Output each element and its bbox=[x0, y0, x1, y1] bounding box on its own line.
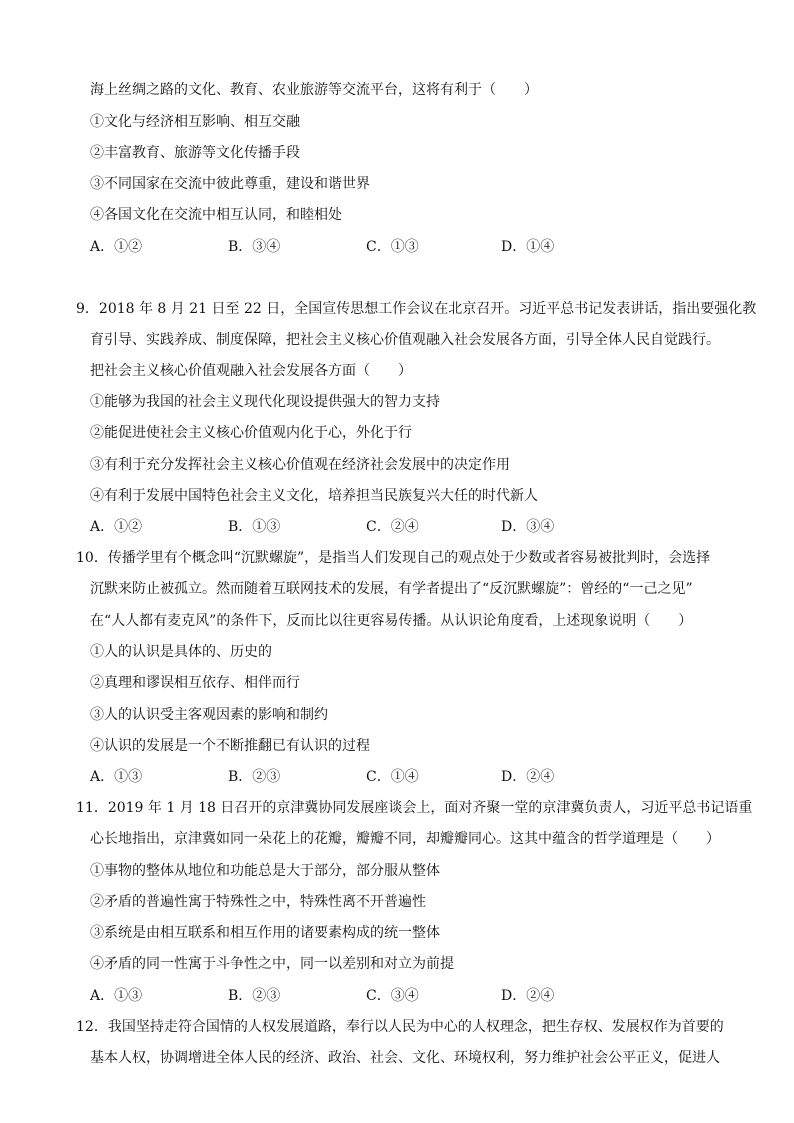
q8-choice: ④各国文化在交流中相互认同，和睦相处 bbox=[90, 207, 342, 223]
q9-option-c: C．②④ bbox=[366, 519, 419, 535]
q9-stem-line: 把社会主义核心价值观融入社会发展各方面（ ） bbox=[90, 363, 412, 379]
q8-option-d: D．①④ bbox=[501, 239, 555, 255]
q10-option-a: A．①③ bbox=[90, 769, 143, 785]
q9-choice: ②能促进使社会主义核心价值观内化于心，外化于行 bbox=[90, 425, 412, 441]
q9-stem-line: 育引导、实践养成、制度保障，把社会主义核心价值观融入社会发展各方面，引导全体人民自觉践行。 bbox=[90, 332, 720, 348]
q9-option-a: A．①② bbox=[90, 519, 143, 535]
q9-choice: ③有利于充分发挥社会主义核心价值观在经济社会发展中的决定作用 bbox=[90, 457, 510, 473]
q10-option-d: D．②④ bbox=[501, 769, 555, 785]
q12-stem-line: 12．我国坚持走符合国情的人权发展道路，奉行以人民为中心的人权理念，把生存权、发展权作为首要的 bbox=[76, 1019, 724, 1035]
q9-option-d: D．③④ bbox=[501, 519, 555, 535]
q11-option-d: D．②④ bbox=[501, 988, 555, 1004]
q11-choice: ④矛盾的同一性寓于斗争性之中，同一以差别和对立为前提 bbox=[90, 956, 454, 972]
q9-choice: ④有利于发展中国特色社会主义文化，培养担当民族复兴大任的时代新人 bbox=[90, 488, 538, 504]
q11-stem-line: 心长地指出，京津冀如同一朵花上的花瓣，瓣瓣不同，却瓣瓣同心。这其中蕴含的哲学道理是（ ） bbox=[90, 831, 720, 847]
q8-stem-line: 海上丝绸之路的文化、教育、农业旅游等交流平台，这将有利于（ ） bbox=[90, 82, 538, 98]
q10-stem-line: 在“人人都有麦克风”的条件下，反而比以往更容易传播。从认识论角度看，上述现象说明（ ） bbox=[90, 613, 693, 629]
q12-stem-line: 基本人权，协调增进全体人民的经济、政治、社会、文化、环境权利，努力维护社会公平正义，促进人 bbox=[90, 1050, 720, 1066]
q8-option-c: C．①③ bbox=[366, 239, 419, 255]
q8-option-b: B．③④ bbox=[228, 239, 281, 255]
q11-choice: ③系统是由相互联系和相互作用的诸要素构成的统一整体 bbox=[90, 925, 440, 941]
q8-choice: ①文化与经济相互影响、相互交融 bbox=[90, 114, 300, 130]
q10-stem-line: 沉默来防止被孤立。然而随着互联网技术的发展，有学者提出了“反沉默螺旋”：曾经的“一己之见” bbox=[90, 581, 693, 597]
q10-choice: ①人的认识是具体的、历史的 bbox=[90, 644, 272, 660]
q11-option-a: A．①③ bbox=[90, 988, 143, 1004]
q10-choice: ③人的认识受主客观因素的影响和制约 bbox=[90, 707, 328, 723]
q10-choice: ④认识的发展是一个不断推翻已有认识的过程 bbox=[90, 738, 370, 754]
q11-stem-line: 11．2019 年 1 月 18 日召开的京津冀协同发展座谈会上，面对齐聚一堂的京津冀负责人，习近平总书记语重 bbox=[76, 800, 753, 816]
q10-choice: ②真理和谬误相互依存、相伴而行 bbox=[90, 675, 300, 691]
q11-option-c: C．③④ bbox=[366, 988, 419, 1004]
q10-option-c: C．①④ bbox=[366, 769, 419, 785]
q8-choice: ③不同国家在交流中彼此尊重，建设和谐世界 bbox=[90, 176, 370, 192]
q11-choice: ②矛盾的普遍性寓于特殊性之中，特殊性离不开普遍性 bbox=[90, 894, 426, 910]
q11-option-b: B．②③ bbox=[228, 988, 281, 1004]
q9-option-b: B．①③ bbox=[228, 519, 281, 535]
q8-choice: ②丰富教育、旅游等文化传播手段 bbox=[90, 145, 300, 161]
q8-option-a: A．①② bbox=[90, 239, 143, 255]
q10-stem-line: 10．传播学里有个概念叫“沉默螺旋”，是指当人们发现自己的观点处于少数或者容易被批判时，会选择 bbox=[76, 550, 711, 566]
q9-choice: ①能够为我国的社会主义现代化现设提供强大的智力支持 bbox=[90, 394, 440, 410]
q9-stem-line: 9．2018 年 8 月 21 日至 22 日，全国宣传思想工作会议在北京召开。习近平总书记发表讲话，指出要强化教 bbox=[76, 301, 757, 317]
q11-choice: ①事物的整体从地位和功能总是大于部分，部分服从整体 bbox=[90, 863, 440, 879]
q10-option-b: B．②③ bbox=[228, 769, 281, 785]
